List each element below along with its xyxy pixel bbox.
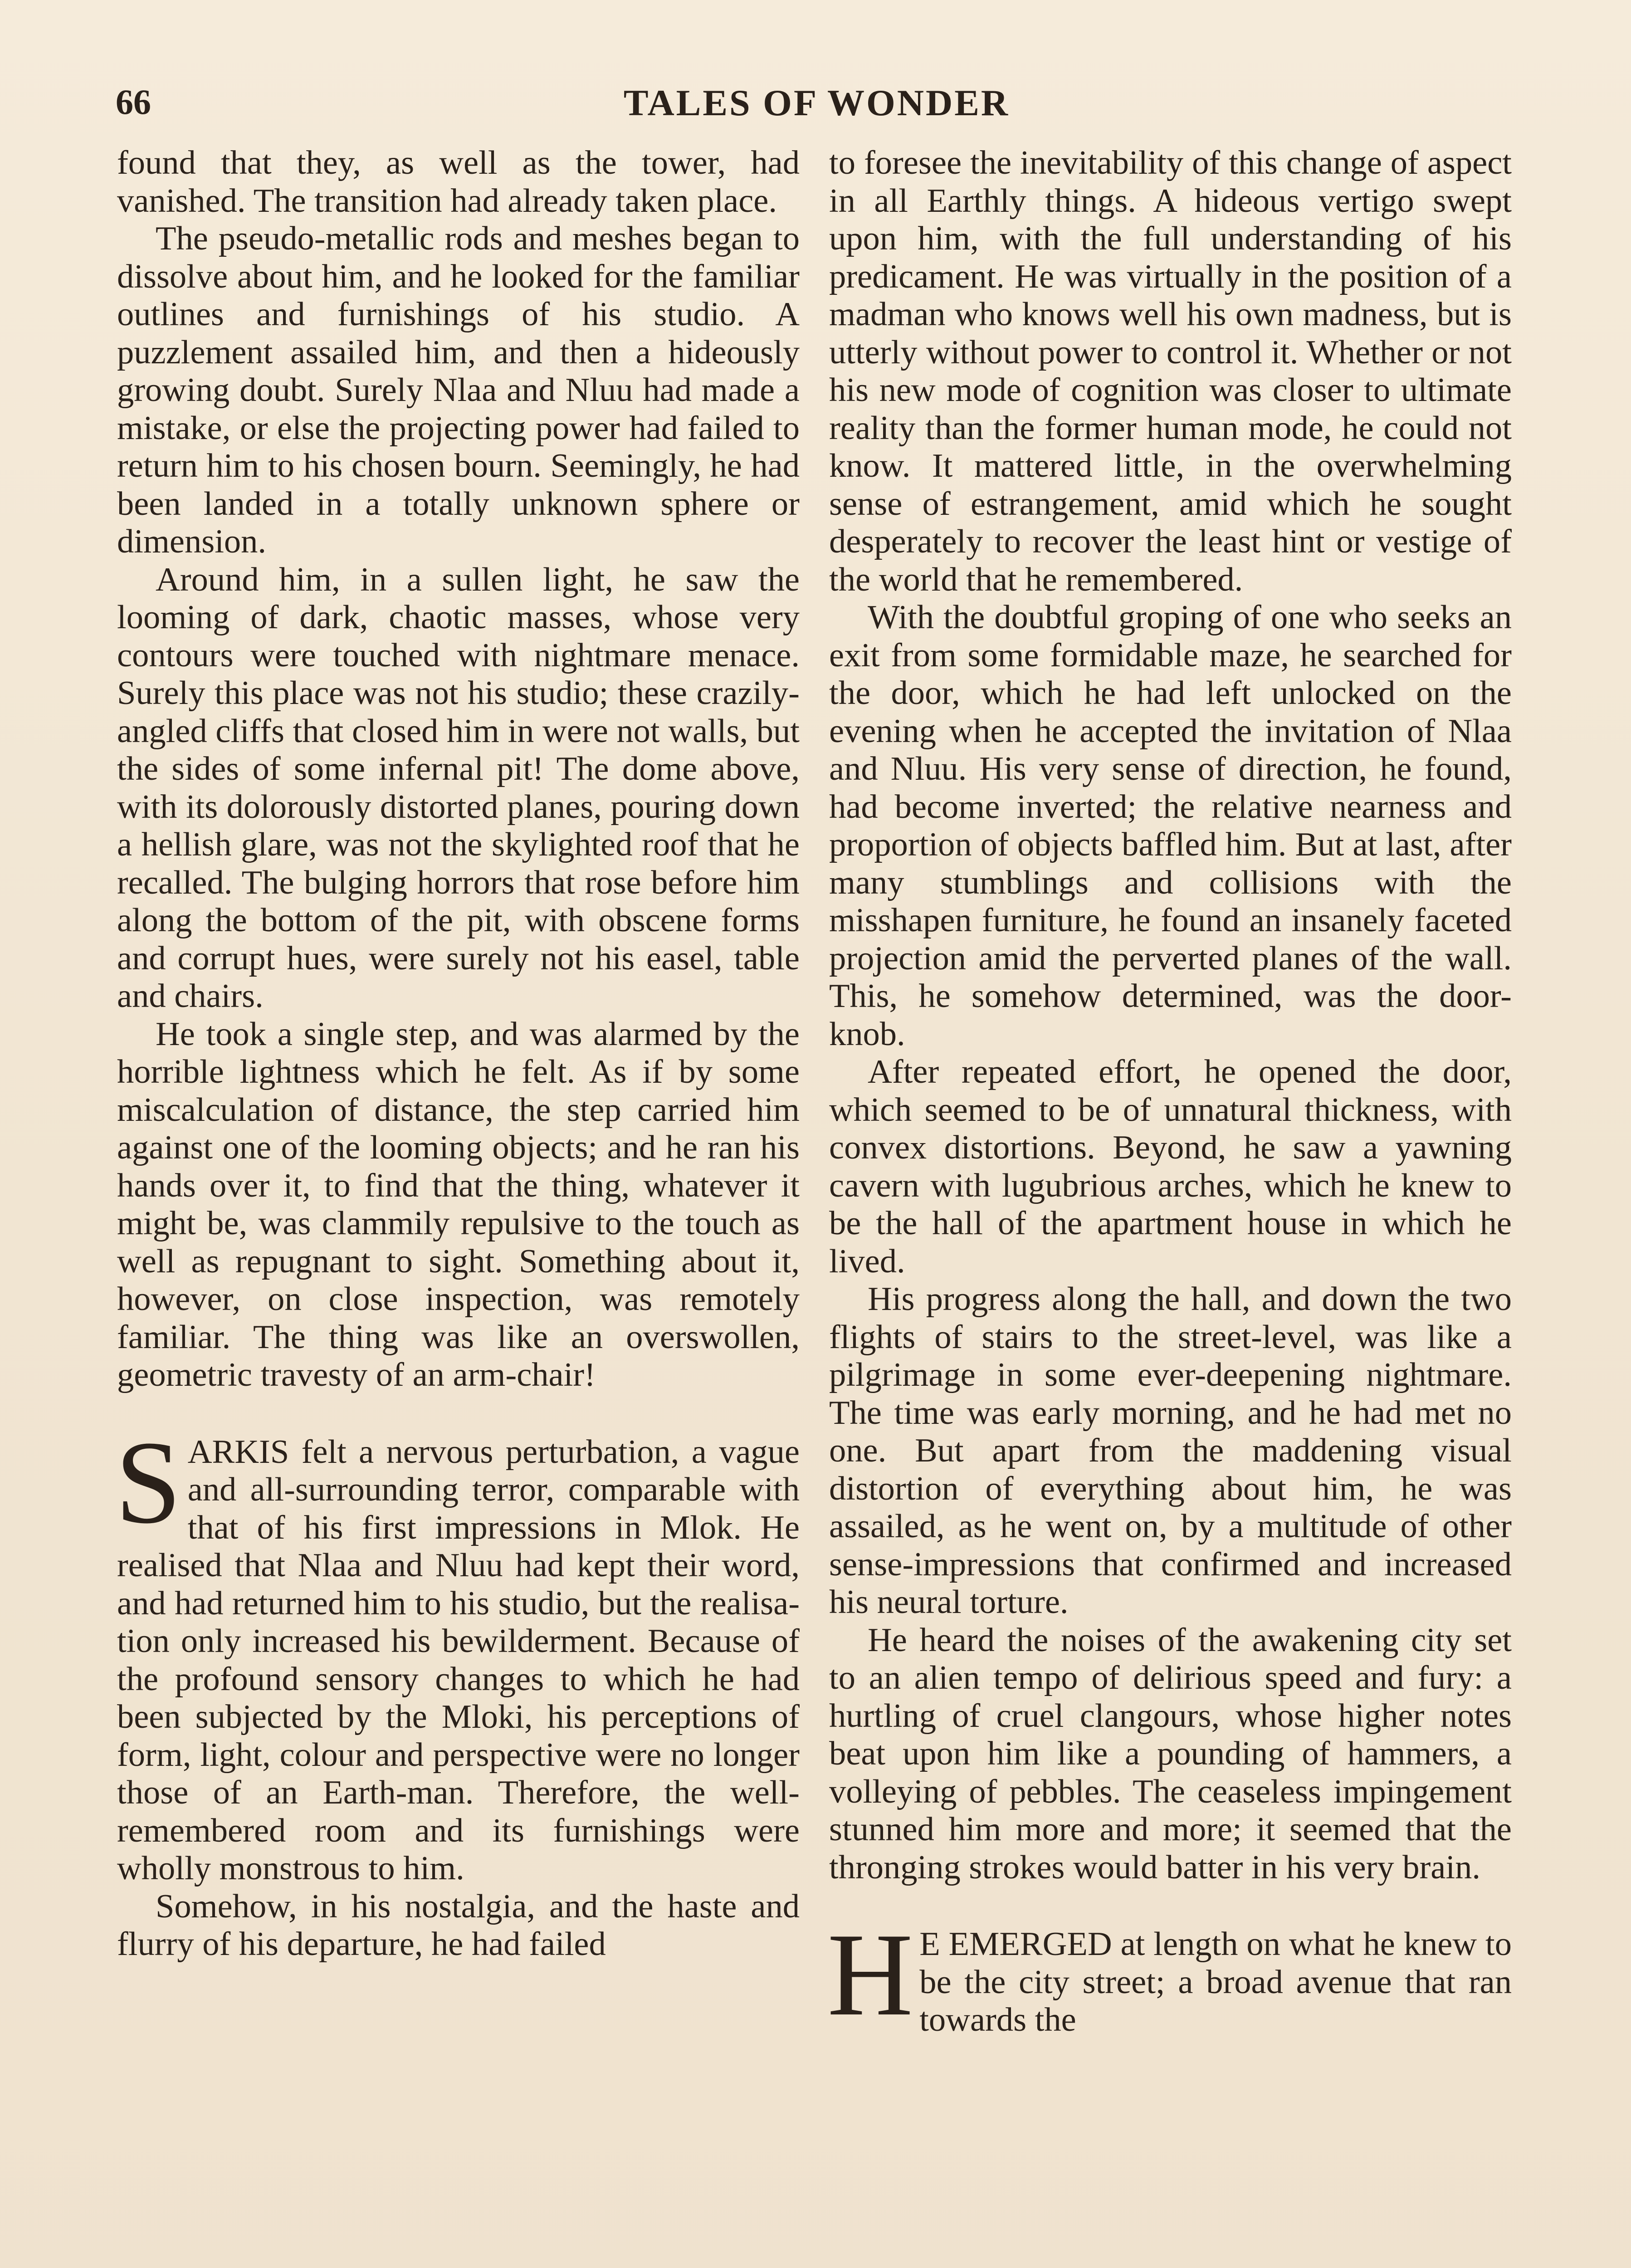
paragraph: found that they, as well as the tower, had vanished. The transition had already taken place.	[117, 144, 800, 220]
section-opening-paragraph	[115, 1416, 800, 1888]
paragraph-text: E EMERGED at length on what he knew to be the city street; a broad avenue that ran towards the	[919, 1926, 1512, 2038]
section-break	[829, 1887, 1512, 1926]
page-number: 66	[116, 82, 151, 122]
paragraph: Somehow, in his nostalgia, and the haste and flurry of his departure, he had failed	[117, 1887, 800, 1963]
paragraph: Around him, in a sullen light, he saw the looming of dark, chaotic masses, whose very contours were touched with nightmare menace. Surely this place was not his studio; these crazily-angled cliffs that closed him in were not walls, but the sides of some infernal pit! The dome above, with its dolorously distorted planes, pouring down a hellish glare, was not the skylighted roof that he recalled. The bulging horrors that rose before him along the bottom of the pit, with obscene forms and corrupt hues, were surely not his easel, table and chairs.	[117, 561, 800, 1015]
paragraph: With the doubtful groping of one who seeks an exit from some formidable maze, he searched for the door, which he had left unlocked on the evening when he accepted the invitation of Nlaa and Nluu. His very sense of direction, he found, had become inverted; the relative nearness and proportion of objects baffled him. But at last, after many stumblings and collisions with the misshapen furniture, he found an insanely faceted projection amid the perverted planes of the wall. This, he somehow determined, was the door-knob.	[829, 599, 1512, 1053]
paragraph: The pseudo-metallic rods and meshes began to dissolve about him, and he looked for the familiar outlines and furnishings of his studio. A puzzlement assailed him, and then a hideously growing doubt. Surely Nlaa and Nluu had made a mistake, or else the projecting power had failed to return him to his chosen bourn. Seemingly, he had been landed in a totally unknown sphere or dimension.	[117, 220, 800, 560]
left-column	[117, 144, 800, 1964]
paragraph: His progress along the hall, and down the two flights of stairs to the street-level, was like a pilgrimage in some ever-deepening nightmare. The time was early morning, and he had met no one. But apart from the maddening visual distortion of everything about him, he was assailed, as he went on, by a multitude of other sense-impressions that confirmed and increased his neural torture.	[829, 1281, 1512, 1621]
section-opening-paragraph	[827, 1909, 1512, 2040]
drop-cap: S	[115, 1416, 181, 1548]
paragraph: He heard the noises of the awakening city set to an alien tempo of delirious speed and fury: a hurtling of cruel clangours, whose higher notes beat upon him like a pounding of hammers, a volleying of pebbles. The ceaseless impingement stunned him more and more; it seemed that the thronging strokes would batter in his very brain.	[829, 1621, 1512, 1886]
paragraph-text: ARKIS felt a nervous perturbation, a vague and all-surrounding terror, comparable with that of his first impressions in Mlok. He realised that Nlaa and Nluu had kept their word, and had returned him to his studio, but the realisation only increased his bewilderment. Because of the profound sensory changes to which he had been subjected by the Mloki, his perceptions of form, light, colour and perspective were no longer those of an Earth-man. Therefore, the well-remembered room and its furnishings were wholly monstrous to him.	[117, 1433, 800, 1887]
paragraph: After repeated effort, he opened the door, which seemed to be of unnatural thickness, with convex distortions. Beyond, he saw a yawning cavern with lugubrious arches, which he knew to be the hall of the apartment house in which he lived.	[829, 1053, 1512, 1280]
page-header	[116, 77, 1518, 132]
drop-cap: H	[827, 1909, 913, 2040]
paragraph: He took a single step, and was alarmed by the horrible lightness which he felt. As if by some miscalculation of distance, the step carried him against one of the looming objects; and he ran his hands over it, to find that the thing, whatever it might be, was clammily repulsive to the touch as well as repugnant to sight. Something about it, however, on close inspection, was remotely familiar. The thing was like an overswollen, geometric travesty of an arm-chair!	[117, 1015, 800, 1393]
right-column	[829, 144, 1512, 2039]
section-break	[117, 1394, 800, 1433]
paragraph: to foresee the inevitability of this change of aspect in all Earthly things. A hideous vertigo swept upon him, with the full understanding of his predicament. He was virtually in the position of a madman who knows well his own madness, but is utterly without power to control it. Whether or not his new mode of cognition was closer to ultimate reality than the former human mode, he could not know. It mattered little, in the overwhelming sense of estrangement, amid which he sought desperately to recover the least hint or vestige of the world that he remembered.	[829, 144, 1512, 598]
running-title: TALES OF WONDER	[623, 82, 1010, 123]
